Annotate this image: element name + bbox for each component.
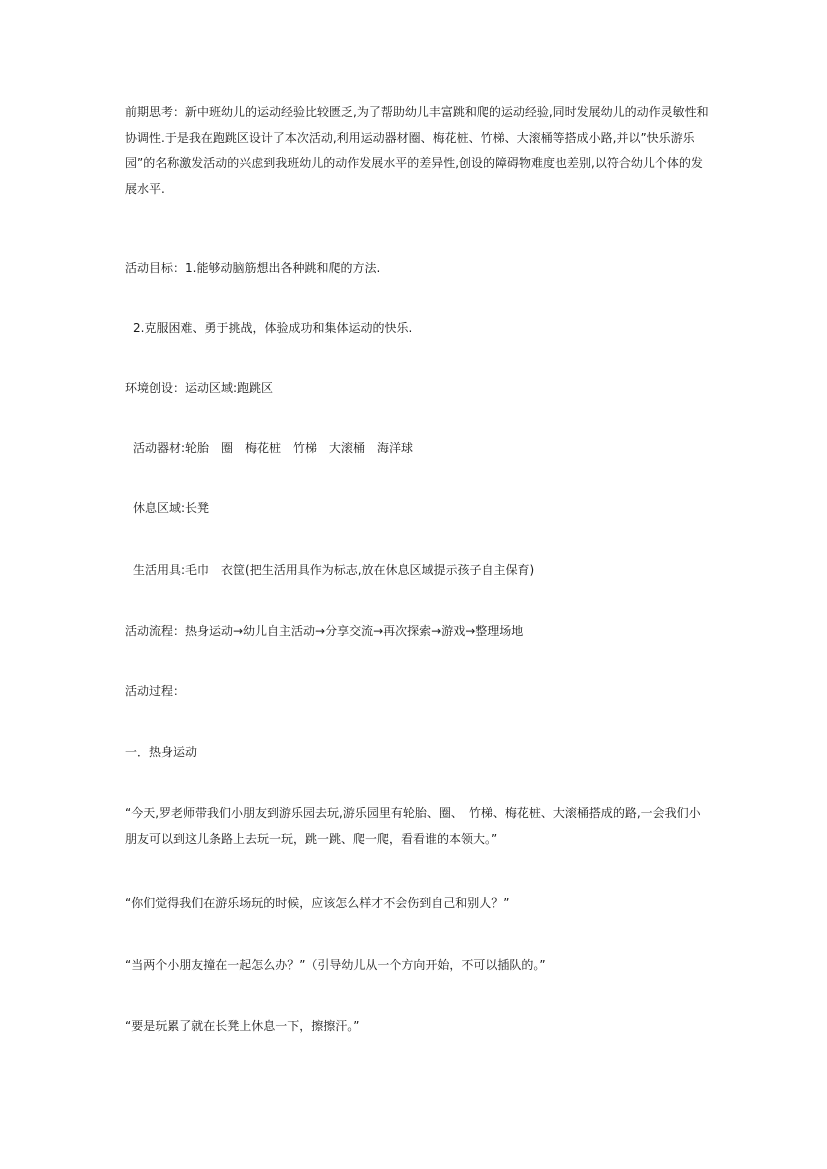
environment-paragraph: 环境创设：运动区域:跑跳区 xyxy=(125,381,274,395)
quote-4-paragraph: “要是玩累了就在长凳上休息一下，擦擦汗。” xyxy=(125,1019,360,1033)
intro-paragraph: 前期思考：新中班幼儿的运动经验比较匮乏,为了帮助幼儿丰富跳和爬的运动经验,同时发展幼儿的动作灵敏性和协调性.于是我在跑跳区设计了本次活动,利用运动器材圈、梅花桩、竹梯、大滚桶等搭成小路,并以”快乐游乐园”的名称激发活动的兴虑到我班幼儿的动作发展水平的差异性,创设的障碍物难度也差别,以符合幼儿个体的发展水平. xyxy=(125,105,709,196)
equipment-paragraph: 活动器材:轮胎 圈 梅花桩 竹梯 大滚桶 海洋球 xyxy=(133,441,414,455)
daily-items-paragraph: 生活用具:毛巾 衣筐(把生活用具作为标志,放在休息区域提示孩子自主保育) xyxy=(133,563,535,577)
quote-2-paragraph: “你们觉得我们在游乐场玩的时候，应该怎么样才不会伤到自己和别人？” xyxy=(125,896,510,910)
goal-1-paragraph: 活动目标：1.能够动脑筋想出各种跳和爬的方法. xyxy=(125,261,381,275)
process-title: 活动过程： xyxy=(125,684,186,698)
section-1-heading: 一．热身运动 xyxy=(125,745,198,759)
quote-1-paragraph: “今天,罗老师带我们小朋友到游乐园去玩,游乐园里有轮胎、圈、 竹梯、梅花桩、大滚桶搭成的路,一会我们小朋友可以到这儿条路上去玩一玩，跳一跳、爬一爬，看看谁的本领大。” xyxy=(125,806,701,846)
quote-3-paragraph: “当两个小朋友撞在一起怎么办？”（引导幼儿从一个方向开始，不可以插队的。” xyxy=(125,958,546,972)
rest-area-paragraph: 休息区域:长凳 xyxy=(133,501,210,515)
goal-2-paragraph: 2.克服困难、勇于挑战，体验成功和集体运动的快乐. xyxy=(133,321,413,335)
flow-paragraph: 活动流程：热身运动→幼儿自主活动→分享交流→再次探索→游戏→整理场地 xyxy=(125,624,524,638)
